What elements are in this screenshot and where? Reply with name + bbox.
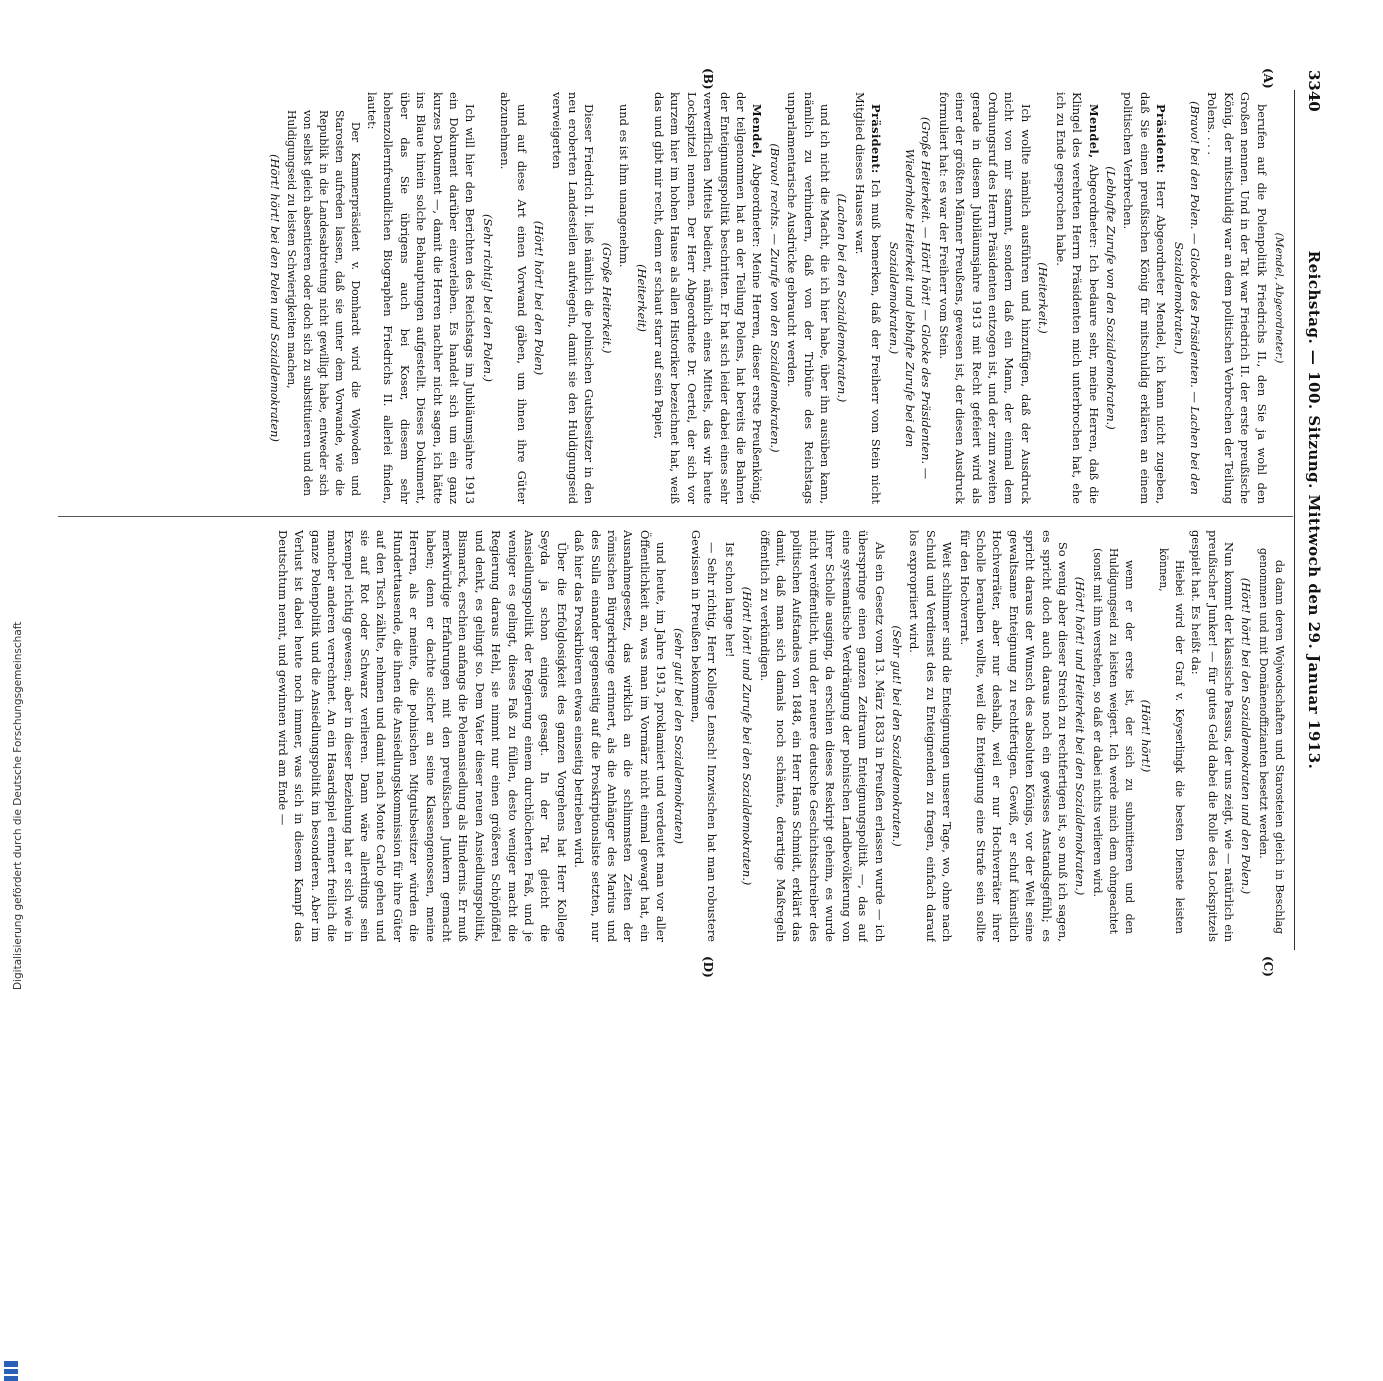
- right-text-column: [62, 530, 1287, 942]
- speaker-paragraph: [851, 92, 884, 504]
- interjection: (Hört! hört! bei den Sozialdemokraten und den Polen.): [1239, 577, 1254, 895]
- speaker-paragraph: [1052, 92, 1101, 504]
- interjection: (Lachen bei den Sozialdemokraten.): [835, 193, 850, 403]
- speaker-text: Abgeordneter: Meine Herren, dieser erste Preußenkönig, der teilgenommen hat an der Teilung Polens, hat bereits die Bahnen der Enteignungspolitik beschritten. Er hat sich leider dabei eines sehr verwerflichen Mittels bedient, nämlich eines Mittels, das wir heute Lockspitzel nennen. Der Herr Abgeordnete Dr. Oertel, der sich vor kurzem hier im hohen Hause als allen Historiker bezeichnet hat, weiß das und gibt mir recht, denn er schaut starr auf sein Papier,: [651, 92, 765, 504]
- interjection: (Hört! hört! und Zurufe bei den Sozialdemokraten.): [740, 586, 755, 886]
- body-paragraph: und auf diese Art einen Vorwand gäben, um ihnen ihre Güter abzunehmen.: [498, 92, 529, 504]
- interjection: (Heiterkeit.): [1036, 262, 1051, 334]
- speaker-name: Präsident:: [1154, 104, 1169, 174]
- header-rule: [1294, 90, 1295, 950]
- speaker-text: Ich muß bemerken, daß der Freiherr vom Stein nicht Mitglied dieses Hauses war.: [852, 92, 884, 504]
- margin-mark-b: (B): [701, 68, 715, 90]
- digitization-credit: Digitalisierung gefördert durch die Deutsche Forschungsgemeinschaft: [12, 621, 24, 990]
- body-paragraph: So wenig aber dieser Streich zu rechtfertigen ist, so muß ich sagen, es spricht doch auch daraus noch ein gewisses Anstandsgefühl; es spricht daraus der Wunsch des absoluten Königs, vor der Welt seine gewaltsame Enteignung zu rechtfertigen. Gewiß, er schuf künstlich Hochverräter, aber nur deshalb, weil er nur Hochverräter ihrer Scholle berauben wollte, weil die Enteignung eine Strafe sein sollte für den Hochverrat.: [957, 530, 1070, 942]
- margin-mark-c: (C): [1261, 956, 1275, 977]
- body-paragraph: Als ein Gesetz vom 13. März 1833 in Preußen erlassen wurde — ich überspringe einen ganzen Zeitraum Enteignungspolitik —, das auf eine systematische Verdrängung der polnischen Landbevölkerung von ihrer Scholle ausging, da erschien dieses Reskript geheim, es wurde nicht veröffentlicht, und der neuere deutsche Geschichtsschreiber des politischen Aufstandes von 1848, ein Herr Hans Schmidt, erklärt das damit, daß man sich damals noch schämte, derartige Maßregeln öffentlich zu verkündigen.: [757, 530, 887, 942]
- interjection: (Lebhafte Zurufe von den Sozialdemokraten.): [1103, 166, 1118, 430]
- body-paragraph: Nun kommt der klassische Passus, der uns zeigt, wie — natürlich ein preußischer Junker! — für gutes Geld dabei die Rolle des Lockspitzels gespielt hat. Es heißt da:: [1189, 530, 1236, 942]
- speaker-paragraph: [1120, 92, 1169, 504]
- body-paragraph: Dieser Friedrich II. ließ nämlich die polnischen Gutsbesitzer in den neu eroberten Landesteilen aufwiegeln, damit sie den Huldigungseid verweigerten: [549, 92, 597, 504]
- speaker-name: Mendel,: [1086, 104, 1101, 159]
- body-paragraph: Über die Erfolglosigkeit des ganzen Vorgehens hat Herr Kollege Seyda ja schon einiges gesagt. In der Tat gleicht die Ansiedlungspolitik der Regierung einem durchlöcherten Faß, und je weniger es gelingt, dieses Faß zu füllen, desto weniger macht die Regierung daraus Hehl, sie nimmt nur einen größeren Schöpflöffel und denkt, es gelingt so. Dem Vater dieser neuen Ansiedlungspolitik, Bismarck, erschien anfangs die Polenansiedlung als Hindernis. Er muß merkwürdige Erfahrungen mit den preußischen Junkern gemacht haben; denn er dachte sicher an seine Klassengenossen, meine Herren, als er meinte, die polnischen Mitgutsbesitzer würden die Hunderttausende, die ihnen die Ansiedlungskommission für ihre Güter auf den Tisch zählte, nehmen und damit nach Monte Carlo gehen und sie auf Rot oder Schwarz verlieren. Dann wäre allerdings sein Exempel richtig gewesen; aber in dieser Beziehung hat er sich wie in mancher anderen verrechnet. An ein Hasardspiel erinnert freilich die ganze Polenpolitik und die Ansiedlungspolitik im besonderen. Aber im Verlust ist dabei heute noch immer, was sich in diesem Kampf das Deutschtum nennt, und gewinnen wird am Ende —: [275, 530, 569, 942]
- body-paragraph: und heute, im Jahre 1913, proklamiert und verdeutet man vor aller Öffentlichkeit an, was man im Vormärz nicht einmal gewagt hat, ein Ausnahmegesetz, das wirklich an die schlimmsten Zeiten der römischen Bürgerkriege erinnert, als die Anhänger des Marius und des Sulla einander gegenseitig auf die Proskriptionsliste setzten, nur daß hier das Proskribieren etwas einseitig betrieben wird.: [572, 530, 669, 942]
- quoted-document: Der Kammerpräsident v. Domhardt wird die Wojwoden und Starosten aufreden lassen, daß sie unter dem Vorwande, wie die Republik in die Landesabtretung nicht gewilligt habe, entweder sich von selbst gleich absentieren oder doch sich zu substituieren und den Huldigungseid zu leisten Schwierigkeiten machen,: [285, 110, 362, 496]
- interjection: (Bravo! bei den Polen. — Glocke des Präsidenten. — Lachen bei den Sozialdemokraten.): [1171, 101, 1202, 495]
- interjection: (sehr gut! bei den Sozialdemokraten): [671, 628, 686, 844]
- running-speaker-note: (Mendel, Abgeordneter.): [1273, 232, 1285, 364]
- interjection: (Große Heiterkeit. — Hört! hört! — Glocke des Präsidenten. — Wiederholte Heiterkeit und lebhafte Zurufe bei den Sozialdemokraten.): [886, 116, 934, 480]
- speaker-name: Präsident:: [869, 104, 884, 174]
- interjection: (Große Heiterkeit.): [599, 242, 614, 354]
- body-paragraph: und ich nicht die Macht, die ich hier habe, über ihn ausüben kann, nämlich zu verhindern, daß von der Tribüne des Reichstags unparlamentarische Ausdrücke gebraucht werden.: [785, 92, 833, 504]
- interjection: (Sehr gut! bei den Sozialdemokraten.): [889, 625, 904, 847]
- interjection: (Hört! hört! und Heiterkeit bei den Sozialdemokraten.): [1073, 576, 1088, 896]
- margin-mark-a: (A): [1261, 68, 1275, 89]
- page-number: 3340: [1305, 70, 1323, 112]
- column-divider: [58, 516, 1293, 517]
- interjection: (Hört! hört!): [1139, 699, 1154, 773]
- body-paragraph: Ich will hier den Berichten des Reichstags im Jubiläumsjahre 1913 ein Dokument darüber einverleiben. Es handelt sich um ein ganz kurzes Dokument —, damit die Herren nachher nicht sagen, ich hätte ins Blaue hinein solche Behauptungen aufgestellt. Dieses Dokument, über das Sie übrigens auch bei Koser, diesem sehr hohenzollernfreundlichen Biographen Friedrichs II. allerlei finden, lautet:: [365, 92, 478, 504]
- body-paragraph: und es ist ihm unangenehm.: [617, 104, 632, 268]
- interjection: (Hört! hört! bei den Polen und Sozialdemokraten): [267, 154, 282, 442]
- speaker-text: Herr Abgeordneter Mendel, ich kann nicht zugeben, daß Sie einen preußischen König für mitschuldig erklären an einem politischen Verbrechen.: [1121, 92, 1169, 504]
- quoted-document: Hiebei wird der Graf v. Keyserlingk die besten Dienste leisten können,: [1156, 548, 1186, 934]
- body-paragraph: Weit schlimmer sind die Enteignungen unserer Tage, wo, ohne nach Schuld und Verdienst des zu Enteignenden zu fragen, einfach darauf los expropriiert wird.: [907, 530, 955, 942]
- speaker-paragraph: [651, 92, 766, 504]
- margin-mark-d: (D): [701, 956, 715, 978]
- page-header: [1299, 70, 1323, 950]
- interjection: (Hört! hört! bei den Polen): [532, 220, 547, 376]
- body-paragraph: Ich wollte nämlich ausführen und hinzufügen, daß der Ausdruck nicht von mir stammt, sondern daß ein Mann, der einmal dem Ordnungsruf des Herrn Präsidenten entzogen ist, und der zum zweiten gerade in diesem Jubiläumsjahre 1913 mit Recht gefeiert wird als einer der größten Männer Preußens, gewesen ist, der diesen Ausdruck formuliert hat: es war der Freiherr vom Stein.: [936, 92, 1033, 504]
- interjection: (Bravo! rechts. — Zurufe von den Sozialdemokraten.): [767, 143, 782, 453]
- body-paragraph: Ist schon lange her!: [722, 542, 737, 658]
- speaker-name: Mendel,: [750, 104, 765, 159]
- interjection: (Heiterkeit): [634, 264, 649, 332]
- body-paragraph: berufen auf die Polenpolitik Friedrichs II., den Sie ja wohl den Großen nennen. Und in der Tat war Friedrich II. der erste preußische König, der mitschuldig war an dem politischen Verbrechen der Teilung Polens. . . .: [1205, 92, 1269, 504]
- body-paragraph: — Sehr richtig, Herr Kollege Lensch! Inzwischen hat man robustere Gewissen in Preußen bekommen,: [689, 530, 720, 942]
- left-text-column: [62, 92, 1287, 504]
- quoted-document: da dann deren Wojwodschaften und Starosteien gleich in Beschlag genommen und mit Domänenoffizianten besetzt werden.: [1257, 548, 1286, 934]
- interjection: (Sehr richtig! bei den Polen.): [480, 213, 495, 383]
- dfg-logo-icon: [0, 1359, 22, 1381]
- quoted-document: wenn er der erste ist, der sich zu submittieren und den Huldigungseid zu leisten weigert. Ich werde mich dem ohngeachtet (sonst mit ihm verstehen, so daß er dabei nichts verlieren wird.: [1091, 548, 1136, 934]
- speaker-text: Abgeordneter: Ich bedaure sehr, meine Herren, daß die Klingel des verehrten Herrn Präsidenten mich unterbrochen hat, ehe ich zu Ende gesprochen habe.: [1053, 92, 1101, 504]
- page-title: Reichstag. — 100. Sitzung. Mittwoch den 29. Januar 1913.: [1305, 250, 1323, 770]
